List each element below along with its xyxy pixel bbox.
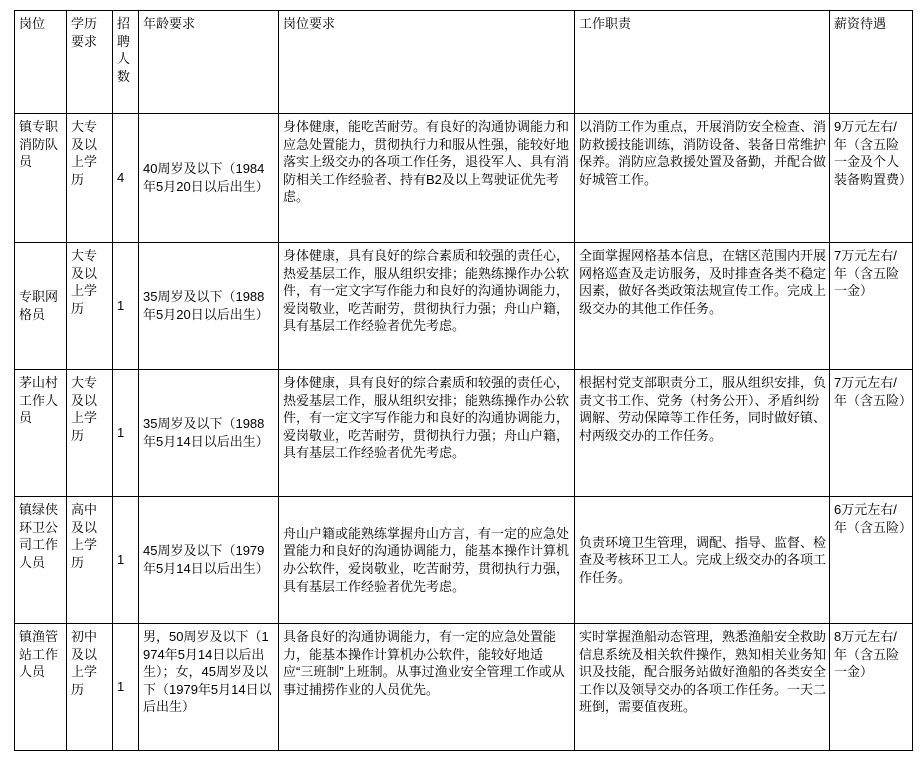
- header-row: [15, 11, 913, 114]
- cell-salary: 9万元左右/年（含五险一金及个人装备购置费）: [830, 114, 913, 243]
- cell-requirement: 身体健康，具有良好的综合素质和较强的责任心，热爱基层工作，服从组织安排；能熟练操作办公软件，有一定文字写作能力和良好的沟通协调能力，爱岗敬业，吃苦耐劳，贯彻执行力强；舟山户籍，具有基层工作经验者优先考虑。: [279, 243, 575, 370]
- table-header: [15, 11, 913, 114]
- cell-salary: 7万元左右/年（含五险）: [830, 370, 913, 497]
- cell-post: 镇专职消防队员: [15, 114, 67, 243]
- cell-duty: 根据村党支部职责分工，服从组织安排，负责文书工作、党务（村务公开）、矛盾纠纷调解、劳动保障等工作任务，同时做好镇、村两级交办的工作任务。: [575, 370, 830, 497]
- header-post: 岗位: [15, 11, 67, 114]
- header-requirement: 岗位要求: [279, 11, 575, 114]
- cell-count: 4: [113, 114, 139, 243]
- cell-post: 镇绿侠环卫公司工作人员: [15, 497, 67, 624]
- cell-duty: 实时掌握渔船动态管理，熟悉渔船安全救助信息系统及相关软件操作，熟知相关业务知识及技能，配合服务站做好渔船的各类安全工作以及领导交办的各项工作任务。一天二班倒，需要值夜班。: [575, 624, 830, 751]
- cell-count: 1: [113, 497, 139, 624]
- cell-count: 1: [113, 370, 139, 497]
- table-row: [15, 370, 913, 497]
- table-row: [15, 497, 913, 624]
- cell-requirement: 身体健康，具有良好的综合素质和较强的责任心，热爱基层工作，服从组织安排；能熟练操作办公软件，有一定文字写作能力和良好的沟通协调能力，爱岗敬业，吃苦耐劳，贯彻执行力强；舟山户籍，具有基层工作经验者优先考虑。: [279, 370, 575, 497]
- cell-education: 大专及以上学历: [67, 370, 113, 497]
- header-education: 学历要求: [67, 11, 113, 114]
- cell-salary: 8万元左右/年（含五险一金）: [830, 624, 913, 751]
- cell-count: 1: [113, 243, 139, 370]
- cell-salary: 6万元左右/年（含五险）: [830, 497, 913, 624]
- header-salary: 薪资待遇: [830, 11, 913, 114]
- table-row: [15, 624, 913, 751]
- cell-duty: 全面掌握网格基本信息，在辖区范围内开展网格巡查及走访服务，及时排查各类不稳定因素，做好各类政策法规宣传工作。完成上级交办的其他工作任务。: [575, 243, 830, 370]
- cell-post: 专职网格员: [15, 243, 67, 370]
- cell-duty: 负责环境卫生管理，调配、指导、监督、检查及考核环卫工人。完成上级交办的各项工作任务。: [575, 497, 830, 624]
- recruitment-table: [14, 10, 913, 751]
- cell-post: 镇渔管站工作人员: [15, 624, 67, 751]
- header-age: 年龄要求: [139, 11, 279, 114]
- header-duty: 工作职责: [575, 11, 830, 114]
- cell-requirement: 身体健康，能吃苦耐劳。有良好的沟通协调能力和应急处置能力，贯彻执行力和服从性强，能较好地落实上级交办的各项工作任务，退役军人、具有消防相关工作经验者、持有B2及以上驾驶证优先考虑。: [279, 114, 575, 243]
- cell-education: 大专及以上学历: [67, 114, 113, 243]
- header-count: 招聘人数: [113, 11, 139, 114]
- cell-age: 35周岁及以下（1988年5月20日以后出生）: [139, 243, 279, 370]
- table-row: [15, 114, 913, 243]
- table-row: [15, 243, 913, 370]
- table-body: [15, 114, 913, 751]
- cell-age: 45周岁及以下（1979年5月14日以后出生）: [139, 497, 279, 624]
- cell-requirement: 舟山户籍或能熟练掌握舟山方言，有一定的应急处置能力和良好的沟通协调能力，能基本操作计算机办公软件，爱岗敬业，吃苦耐劳，贯彻执行力强，具有基层工作经验者优先考虑。: [279, 497, 575, 624]
- cell-duty: 以消防工作为重点，开展消防安全检查、消防救援技能训练，消防设备、装备日常维护保养。消防应急救援处置及备勤，并配合做好城管工作。: [575, 114, 830, 243]
- cell-education: 初中及以上学历: [67, 624, 113, 751]
- cell-salary: 7万元左右/年（含五险一金）: [830, 243, 913, 370]
- cell-post: 茅山村工作人员: [15, 370, 67, 497]
- cell-education: 高中及以上学历: [67, 497, 113, 624]
- cell-requirement: 具备良好的沟通协调能力，有一定的应急处置能力，能基本操作计算机办公软件，能较好地适应“三班制”上班制。从事过渔业安全管理工作或从事过捕捞作业的人员优先。: [279, 624, 575, 751]
- cell-education: 大专及以上学历: [67, 243, 113, 370]
- cell-count: 1: [113, 624, 139, 751]
- cell-age: 35周岁及以下（1988年5月14日以后出生）: [139, 370, 279, 497]
- cell-age: 40周岁及以下（1984年5月20日以后出生）: [139, 114, 279, 243]
- cell-age: 男，50周岁及以下（1974年5月14日以后出生）；女，45周岁及以下（1979年5月14日以后出生）: [139, 624, 279, 751]
